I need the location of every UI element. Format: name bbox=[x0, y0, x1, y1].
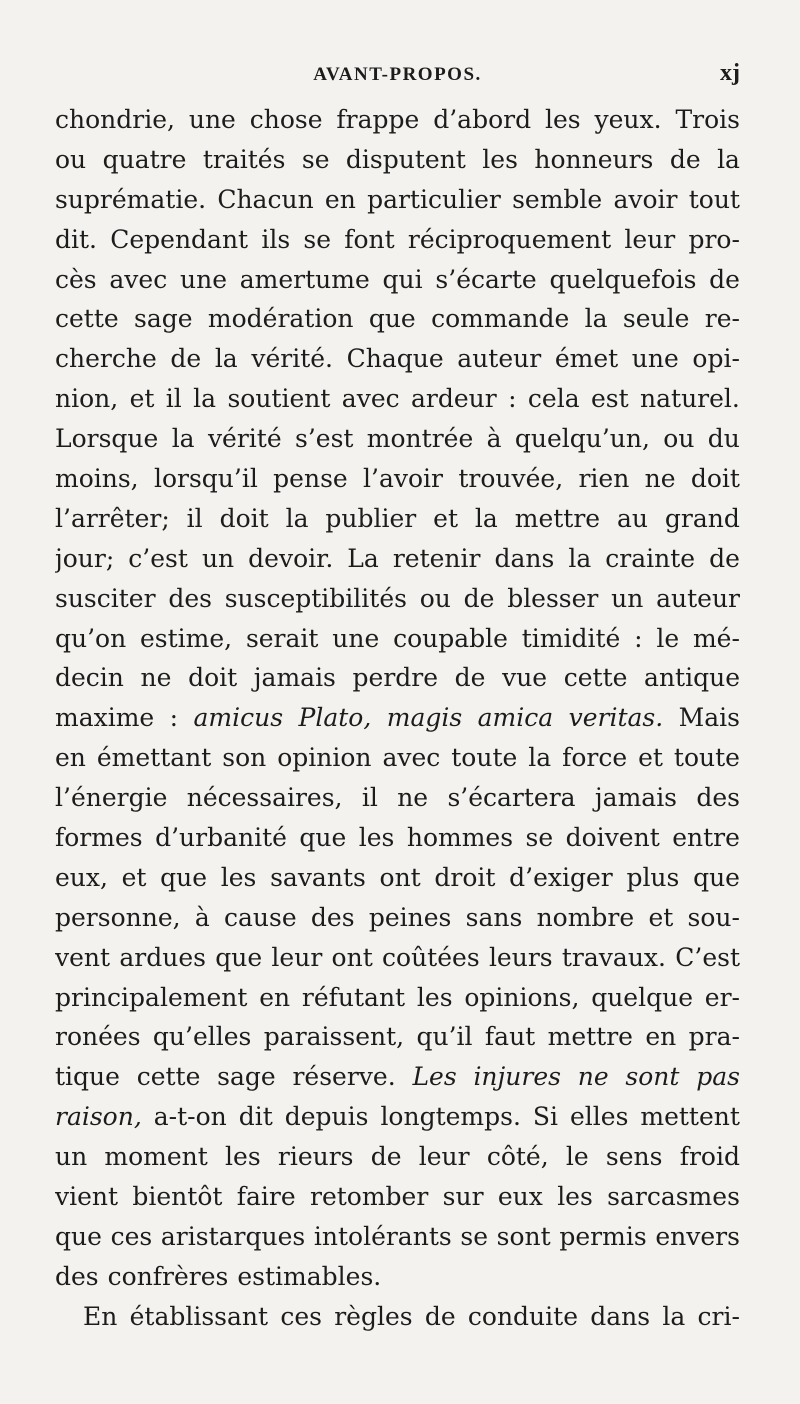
word: ardues bbox=[119, 942, 206, 972]
text-line bbox=[55, 1217, 740, 1257]
word: opinions, bbox=[464, 982, 580, 1012]
word: un bbox=[55, 1142, 88, 1172]
word: jamais bbox=[253, 663, 336, 693]
word: des bbox=[55, 1261, 99, 1291]
text-line bbox=[55, 539, 740, 579]
word: maxime bbox=[55, 703, 155, 733]
word: mettent bbox=[640, 1102, 740, 1132]
word: blesser bbox=[507, 583, 599, 613]
word: il bbox=[361, 783, 378, 813]
word: les bbox=[416, 982, 453, 1012]
text-line bbox=[55, 818, 740, 858]
word: la bbox=[584, 304, 608, 334]
word: la bbox=[568, 543, 592, 573]
word: yeux. bbox=[594, 105, 662, 134]
word: de bbox=[463, 583, 495, 613]
word: la bbox=[474, 503, 498, 533]
word: publier bbox=[325, 503, 417, 533]
word: leur bbox=[624, 224, 676, 254]
word: d’urbanité bbox=[155, 823, 287, 853]
text-line bbox=[55, 938, 740, 978]
word: sans bbox=[465, 902, 523, 932]
word: s’écartera bbox=[447, 783, 576, 813]
word: naturel. bbox=[640, 384, 740, 414]
word: ces bbox=[110, 1221, 153, 1251]
text-line bbox=[55, 220, 740, 260]
word: en bbox=[645, 1022, 677, 1052]
word: un bbox=[611, 583, 644, 613]
word: la bbox=[285, 503, 309, 533]
word: les bbox=[482, 144, 518, 174]
word: depuis bbox=[284, 1102, 369, 1132]
word: de bbox=[709, 264, 740, 294]
word: et bbox=[433, 503, 459, 533]
word: faire bbox=[236, 1182, 296, 1212]
word: sage bbox=[217, 1062, 276, 1092]
word: cette bbox=[136, 1062, 201, 1092]
word: vient bbox=[55, 1182, 119, 1212]
word: avec bbox=[382, 743, 441, 773]
word: crainte bbox=[605, 543, 696, 573]
word: longtemps. bbox=[380, 1102, 521, 1132]
word: savants bbox=[270, 862, 366, 892]
word: que bbox=[215, 942, 263, 972]
word: opi- bbox=[692, 344, 740, 374]
word: Si bbox=[532, 1102, 559, 1132]
word: dit bbox=[238, 1102, 273, 1132]
word: que bbox=[299, 823, 347, 853]
word: susciter bbox=[55, 583, 156, 613]
word: retomber bbox=[310, 1182, 429, 1212]
word: en bbox=[55, 743, 86, 773]
word: avoir bbox=[613, 184, 678, 214]
word: sur bbox=[442, 1182, 484, 1212]
word: mettre bbox=[514, 503, 601, 533]
word: toute bbox=[451, 743, 518, 773]
word: de bbox=[709, 543, 740, 573]
word: émet bbox=[554, 344, 619, 374]
word: leur bbox=[271, 942, 323, 972]
word: retenir bbox=[392, 543, 481, 573]
word: sou- bbox=[687, 902, 740, 932]
text-line bbox=[55, 898, 740, 938]
word: l’avoir bbox=[363, 464, 443, 494]
running-head bbox=[55, 60, 740, 90]
word: ou bbox=[419, 583, 451, 613]
word: les bbox=[544, 105, 581, 134]
word: la bbox=[528, 743, 552, 773]
word: eux, bbox=[55, 862, 108, 892]
word: soutient bbox=[227, 384, 331, 414]
word: de bbox=[170, 344, 202, 374]
word: les bbox=[220, 862, 257, 892]
word: que bbox=[160, 862, 208, 892]
word: son bbox=[222, 743, 267, 773]
word: estime, bbox=[140, 623, 233, 653]
word: : bbox=[508, 384, 517, 414]
word: doit bbox=[188, 663, 238, 693]
word: vérité. bbox=[251, 344, 333, 374]
word: semble bbox=[512, 184, 603, 214]
word: lorsqu’il bbox=[153, 464, 258, 494]
word: ont bbox=[379, 862, 421, 892]
word: quelquefois bbox=[549, 264, 697, 294]
word: commande bbox=[431, 304, 570, 334]
word: plus bbox=[626, 862, 680, 892]
word: veritas. bbox=[568, 703, 664, 733]
word: un bbox=[201, 543, 235, 573]
word: disputent bbox=[345, 144, 466, 174]
word: avec bbox=[109, 264, 168, 294]
word: a-t-on bbox=[153, 1102, 227, 1132]
text-line bbox=[55, 379, 740, 419]
page-number: xj bbox=[720, 60, 740, 86]
word: ne bbox=[577, 1062, 609, 1092]
word: traités bbox=[202, 144, 286, 174]
word: les bbox=[557, 1182, 593, 1212]
word: Chacun bbox=[217, 184, 314, 214]
word: amertume bbox=[239, 264, 370, 294]
word: l’arrêter; bbox=[55, 503, 170, 533]
word: leur bbox=[418, 1142, 470, 1172]
word: peines bbox=[368, 902, 452, 932]
text-line bbox=[55, 698, 740, 738]
word: amicus bbox=[193, 703, 284, 733]
word: aristarques bbox=[160, 1221, 306, 1251]
word: froid bbox=[679, 1142, 740, 1172]
word: quelque bbox=[591, 982, 693, 1012]
word: à bbox=[194, 902, 210, 932]
word: qui bbox=[382, 264, 423, 294]
word: ont bbox=[331, 942, 373, 972]
word: modération bbox=[207, 304, 354, 334]
word: se bbox=[525, 823, 554, 853]
word: ils bbox=[261, 224, 291, 254]
word: d’exiger bbox=[509, 862, 613, 892]
word: de bbox=[424, 1301, 456, 1331]
word: personne, bbox=[55, 902, 181, 932]
word: sage bbox=[134, 304, 193, 334]
word: la bbox=[717, 144, 740, 174]
text-line bbox=[55, 100, 740, 140]
word: la bbox=[193, 384, 217, 414]
word: auteur bbox=[656, 583, 740, 613]
word: hommes bbox=[406, 823, 514, 853]
word: la bbox=[171, 424, 195, 454]
text-line bbox=[55, 140, 740, 180]
word: ne bbox=[140, 663, 172, 693]
word: opinion bbox=[277, 743, 372, 773]
word: une bbox=[631, 344, 679, 374]
word: seule bbox=[622, 304, 690, 334]
word: confrères bbox=[107, 1261, 229, 1291]
word: intolérants bbox=[313, 1221, 452, 1251]
word: et bbox=[129, 384, 155, 414]
word: dit. bbox=[55, 224, 97, 254]
word: montrée bbox=[366, 424, 474, 454]
word: re- bbox=[704, 304, 740, 334]
word: entre bbox=[672, 823, 740, 853]
word: timidité bbox=[521, 623, 621, 653]
word: : bbox=[169, 703, 179, 733]
word: droit bbox=[434, 862, 496, 892]
word: il bbox=[165, 384, 182, 414]
word: dans bbox=[590, 1301, 651, 1331]
word: et bbox=[638, 743, 663, 773]
word: susceptibilités bbox=[224, 583, 407, 613]
word: En bbox=[83, 1301, 118, 1331]
word: se bbox=[301, 144, 330, 174]
word: pense bbox=[273, 464, 348, 494]
word: formes bbox=[55, 823, 143, 853]
word: estimables. bbox=[237, 1261, 382, 1291]
word: devoir. bbox=[248, 543, 334, 573]
word: rien bbox=[578, 464, 630, 494]
word: est bbox=[590, 384, 629, 414]
word: du bbox=[707, 424, 740, 454]
word: de bbox=[669, 144, 701, 174]
word: leurs bbox=[488, 942, 553, 972]
word: en bbox=[324, 184, 356, 214]
word: des bbox=[310, 902, 355, 932]
word: faut bbox=[484, 1022, 536, 1052]
word: règles bbox=[334, 1301, 413, 1331]
word: travaux. bbox=[561, 942, 666, 972]
text-line bbox=[55, 738, 740, 778]
word: qu’il bbox=[416, 1022, 473, 1052]
word: en bbox=[259, 982, 291, 1012]
word: ardeur bbox=[411, 384, 497, 414]
word: rieurs bbox=[277, 1142, 354, 1172]
word: d’abord bbox=[433, 105, 532, 134]
word: Plato, bbox=[298, 703, 372, 733]
text-line bbox=[55, 299, 740, 339]
word: que bbox=[693, 862, 740, 892]
word: pas bbox=[696, 1062, 740, 1092]
word: pro- bbox=[688, 224, 740, 254]
word: cette bbox=[55, 304, 119, 334]
word: coupable bbox=[393, 623, 508, 653]
word: chondrie, bbox=[55, 105, 175, 134]
text-line bbox=[55, 1297, 740, 1337]
word: ne bbox=[644, 464, 676, 494]
word: émettant bbox=[96, 743, 212, 773]
word: Mais bbox=[678, 703, 740, 733]
word: la bbox=[214, 344, 238, 374]
word: vent bbox=[55, 942, 111, 972]
word: vérité bbox=[207, 424, 282, 454]
text-line bbox=[55, 619, 740, 659]
word: er- bbox=[704, 982, 740, 1012]
word: l’énergie bbox=[55, 783, 168, 813]
word: jamais bbox=[594, 783, 678, 813]
word: Lorsque bbox=[55, 424, 159, 454]
word: injures bbox=[473, 1062, 561, 1092]
word: vue bbox=[502, 663, 548, 693]
word: que bbox=[368, 304, 416, 334]
text-line bbox=[55, 1057, 740, 1097]
text-line bbox=[55, 260, 740, 300]
word: qu’elles bbox=[152, 1022, 252, 1052]
word: cette bbox=[563, 663, 628, 693]
word: et bbox=[648, 902, 674, 932]
word: Chaque bbox=[346, 344, 444, 374]
word: côté, bbox=[486, 1142, 549, 1172]
text-line bbox=[55, 1017, 740, 1057]
word: amica bbox=[477, 703, 554, 733]
word: font bbox=[344, 224, 395, 254]
word: les bbox=[225, 1142, 261, 1172]
word: la bbox=[662, 1301, 686, 1331]
text-line bbox=[55, 658, 740, 698]
word: permis bbox=[559, 1221, 647, 1251]
word: ou bbox=[55, 144, 87, 174]
word: une bbox=[180, 264, 227, 294]
word: grand bbox=[664, 503, 740, 533]
text-line bbox=[55, 459, 740, 499]
word: tique bbox=[55, 1062, 120, 1092]
word: suprématie. bbox=[55, 184, 207, 214]
word: bientôt bbox=[132, 1182, 223, 1212]
word: et bbox=[121, 862, 147, 892]
word: cherche bbox=[55, 344, 157, 374]
word: conduite bbox=[467, 1301, 578, 1331]
word: eux bbox=[497, 1182, 543, 1212]
word: pra- bbox=[688, 1022, 740, 1052]
word: établissant bbox=[129, 1301, 269, 1331]
word: antique bbox=[644, 663, 740, 693]
word: sens bbox=[605, 1142, 663, 1172]
word: frappe bbox=[336, 105, 420, 134]
word: cela bbox=[527, 384, 580, 414]
word: au bbox=[616, 503, 648, 533]
text-line bbox=[55, 858, 740, 898]
word: mé- bbox=[692, 623, 740, 653]
word: dans bbox=[494, 543, 555, 573]
word: réserve. bbox=[292, 1062, 396, 1092]
word: de bbox=[370, 1142, 402, 1172]
word: force bbox=[562, 743, 628, 773]
word: le bbox=[565, 1142, 589, 1172]
word: decin bbox=[55, 663, 124, 693]
word: ronées bbox=[55, 1022, 141, 1052]
body-text bbox=[55, 100, 740, 1337]
word: s’écarte bbox=[435, 264, 537, 294]
word: nécessaires, bbox=[186, 783, 343, 813]
word: nion, bbox=[55, 384, 119, 414]
word: sarcasmes bbox=[607, 1182, 740, 1212]
word: serait bbox=[245, 623, 319, 653]
word: trouvée, bbox=[458, 464, 564, 494]
word: cri- bbox=[697, 1301, 740, 1331]
word: Les bbox=[412, 1062, 457, 1092]
word: qu’on bbox=[55, 623, 127, 653]
word: cès bbox=[55, 264, 97, 294]
text-line bbox=[55, 579, 740, 619]
word: jour; bbox=[55, 543, 115, 573]
word: magis bbox=[386, 703, 463, 733]
word: moment bbox=[104, 1142, 208, 1172]
word: doit bbox=[690, 464, 740, 494]
word: que bbox=[55, 1221, 102, 1251]
word: à bbox=[486, 424, 502, 454]
word: coûtées bbox=[382, 942, 480, 972]
word: sont bbox=[625, 1062, 680, 1092]
word: toute bbox=[673, 743, 740, 773]
word: doit bbox=[219, 503, 269, 533]
word: le bbox=[656, 623, 680, 653]
word: s’est bbox=[295, 424, 354, 454]
text-line bbox=[55, 180, 740, 220]
text-line bbox=[55, 1257, 740, 1297]
word: C’est bbox=[675, 942, 740, 972]
word: se bbox=[303, 224, 331, 254]
word: avec bbox=[341, 384, 400, 414]
word: moins, bbox=[55, 464, 139, 494]
word: particulier bbox=[367, 184, 501, 214]
word: les bbox=[358, 823, 395, 853]
word: de bbox=[454, 663, 486, 693]
word: sont bbox=[496, 1221, 551, 1251]
word: se bbox=[460, 1221, 488, 1251]
word: Trois bbox=[675, 105, 740, 134]
text-line bbox=[55, 499, 740, 539]
word: une bbox=[332, 623, 380, 653]
word: une bbox=[188, 105, 236, 134]
word: principalement bbox=[55, 982, 248, 1012]
word: cause bbox=[224, 902, 297, 932]
word: il bbox=[186, 503, 203, 533]
text-line bbox=[55, 339, 740, 379]
word: perdre bbox=[352, 663, 439, 693]
word: raison, bbox=[55, 1102, 142, 1132]
word: envers bbox=[655, 1221, 740, 1251]
word: auteur bbox=[457, 344, 542, 374]
word: chose bbox=[249, 105, 323, 134]
word: elles bbox=[569, 1102, 629, 1132]
word: paraissent, bbox=[263, 1022, 405, 1052]
word: mettre bbox=[547, 1022, 633, 1052]
word: ne bbox=[397, 783, 429, 813]
text-line bbox=[55, 1177, 740, 1217]
word: tout bbox=[688, 184, 740, 214]
text-line bbox=[55, 1137, 740, 1177]
text-line bbox=[55, 419, 740, 459]
word: : bbox=[634, 623, 643, 653]
word: ou bbox=[663, 424, 695, 454]
text-line bbox=[55, 1097, 740, 1137]
word: des bbox=[696, 783, 740, 813]
word: réciproquement bbox=[407, 224, 612, 254]
word: des bbox=[168, 583, 212, 613]
word: ces bbox=[280, 1301, 322, 1331]
text-line bbox=[55, 778, 740, 818]
word: Cependant bbox=[110, 224, 249, 254]
chapter-title: AVANT-PROPOS. bbox=[313, 64, 482, 85]
word: quelqu’un, bbox=[514, 424, 650, 454]
word: quatre bbox=[102, 144, 187, 174]
word: La bbox=[347, 543, 379, 573]
word: réfutant bbox=[301, 982, 406, 1012]
word: nombre bbox=[536, 902, 635, 932]
text-line bbox=[55, 978, 740, 1018]
word: c’est bbox=[128, 543, 188, 573]
word: doivent bbox=[565, 823, 660, 853]
word: honneurs bbox=[534, 144, 654, 174]
